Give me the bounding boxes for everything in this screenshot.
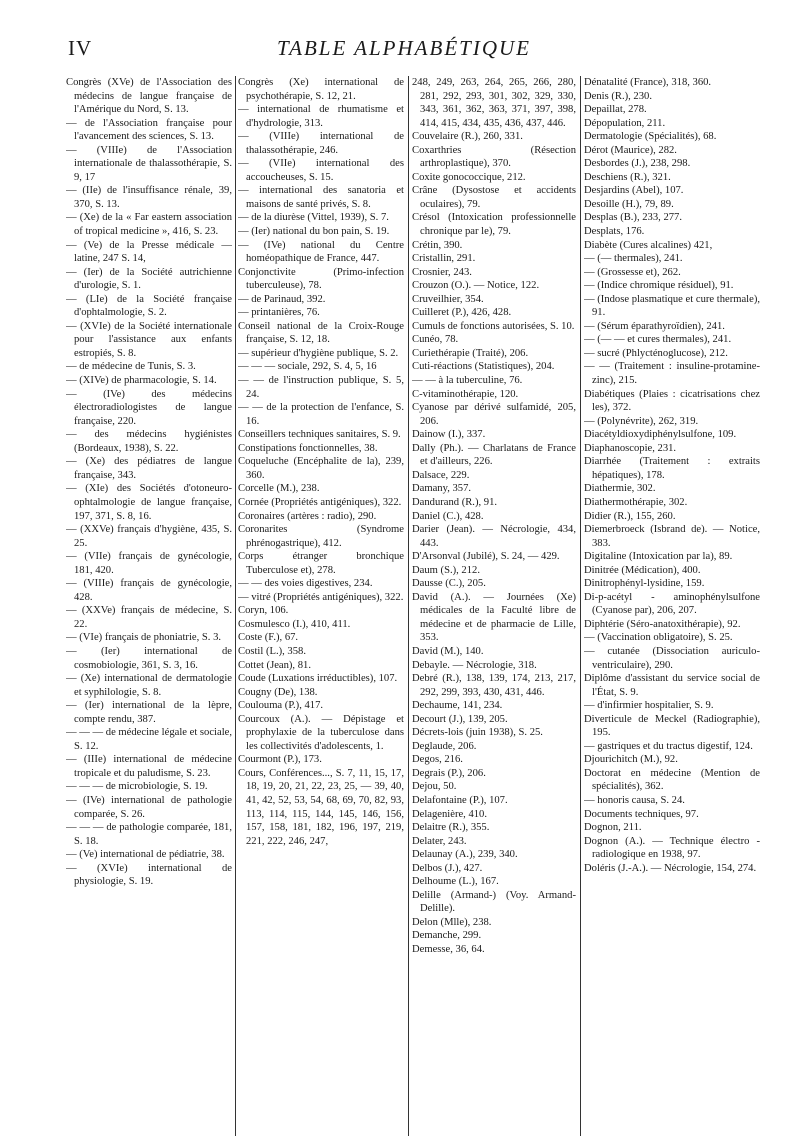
index-entry: Djourichitch (M.), 92.: [584, 754, 678, 766]
index-entry: — (XIVe) de pharmacologie, S. 14.: [66, 375, 217, 387]
index-entry: — (IVe) international de pathologie comparée, S. 26.: [66, 794, 232, 820]
index-entry: Desplas (B.), 233, 277.: [584, 212, 682, 224]
index-entry: — international de rhumatisme et d'hydrologie, 313.: [238, 104, 404, 129]
index-entry: Courmont (P.), 173.: [238, 754, 322, 766]
index-entry: — honoris causa, S. 24.: [584, 794, 685, 806]
index-entry: Coronaires (artères : radio), 290.: [238, 510, 377, 522]
index-entry: Cosmulesco (I.), 410, 411.: [238, 618, 351, 630]
index-entry: Congrès (XVe) de l'Association des médecins de langue française de l'Amérique du Nord, S. 13.: [66, 77, 232, 116]
index-entry: — — — de pathologie comparée, 181, S. 18.: [66, 822, 232, 847]
index-entry: Cyanose par dérivé sulfamidé, 205, 206.: [412, 402, 576, 427]
index-entry: Darier (Jean). — Nécrologie, 434, 443.: [412, 524, 576, 549]
index-entry: Dejou, 50.: [412, 781, 457, 793]
column-divider: [408, 76, 409, 1136]
index-entry: Desplats, 176.: [584, 226, 645, 238]
index-entry: Dandurand (R.), 91.: [412, 496, 498, 508]
index-entry: Delaunay (A.), 239, 340.: [412, 849, 518, 861]
index-entry: Dérot (Maurice), 282.: [584, 144, 677, 156]
index-entry: Cours, Conférences..., S. 7, 11, 15, 17, 18, 19, 20, 21, 22, 23, 25, — 39, 40, 41, 42, 52, 53, 54, 68, 69, 70, 82, 93, 113, 114, 115, 144, 145, 146, 156, 157, 158, 181, 182, 196, 197, 219, 221, 222, 246, 247,: [238, 767, 404, 847]
index-entry: — international des sanatoria et maisons de santé privés, S. 8.: [238, 185, 404, 210]
index-entry: Delaitre (R.), 355.: [412, 822, 490, 834]
index-entry: — (Ier) international de la lèpre, compte rendu, 387.: [66, 700, 232, 725]
index-entry: Dermatologie (Spécialités), 68.: [584, 131, 717, 143]
index-entry: Denis (R.), 230.: [584, 90, 652, 102]
index-column-3: [412, 76, 576, 1136]
index-entry: — (IVe) des médecins électroradiologistes de langue française, 220.: [66, 388, 232, 427]
index-entry: — (IVe) national du Centre homéopathique de France, 447.: [238, 239, 404, 265]
index-entry: D'Arsonval (Jubilé), S. 24, — 429.: [412, 551, 560, 563]
index-entry: Delille (Armand-) (Voy. Armand-Delille).: [412, 889, 576, 915]
index-entry: Delhoume (L.), 167.: [412, 876, 499, 888]
index-entry: Crosnier, 243.: [412, 266, 472, 278]
column-divider: [235, 76, 236, 1136]
index-entry: Crâne (Dysostose et accidents oculaires), 79.: [412, 185, 576, 210]
index-entry: Debayle. — Nécrologie, 318.: [412, 659, 537, 671]
index-entry: Cruveilhier, 354.: [412, 293, 484, 305]
index-entry: Dally (Ph.). — Charlatans de France et d'ailleurs, 226.: [412, 442, 576, 468]
index-entry: Crouzon (O.). — Notice, 122.: [412, 280, 540, 292]
index-entry: Deschiens (R.), 321.: [584, 171, 671, 183]
index-columns: [66, 76, 760, 1136]
index-entry: — — de la protection de l'enfance, S. 16.: [238, 402, 404, 427]
index-entry: — (XIe) des Sociétés d'otoneuro-ophtalmologie de langue française, 197, 371, S. 8, 16.: [66, 483, 232, 522]
index-entry: Curiethérapie (Traité), 206.: [412, 347, 529, 359]
index-entry: — — — de médecine légale et sociale, S. 12.: [66, 727, 232, 752]
index-entry: — (— — et cures thermales), 241.: [584, 334, 732, 346]
index-entry: Dénatalité (France), 318, 360.: [584, 77, 712, 88]
index-entry: David (A.). — Journées (Xe) médicales de la Faculté libre de médecine et de pharmacie de Lille, 353.: [412, 591, 576, 644]
index-entry: — (— thermales), 241.: [584, 253, 683, 265]
index-entry: Diaphanoscopie, 231.: [584, 442, 677, 454]
index-column-2: [238, 76, 404, 1136]
index-entry: Desoille (H.), 79, 89.: [584, 198, 674, 210]
index-entry: David (M.), 140.: [412, 645, 484, 657]
index-entry: — (XXVe) français de médecine, S. 22.: [66, 605, 232, 630]
index-entry: Dausse (C.), 205.: [412, 578, 486, 590]
index-entry: Dechaume, 141, 234.: [412, 700, 503, 712]
index-entry: Dognon, 211.: [584, 822, 642, 834]
index-entry: — — des voies digestives, 234.: [238, 578, 373, 590]
index-entry: 248, 249, 263, 264, 265, 266, 280, 281, 292, 293, 301, 302, 329, 330, 343, 361, 362, 363, 371, 397, 398, 414, 415, 434, 435, 436, 437, 446.: [412, 77, 576, 129]
index-entry: Desjardins (Abel), 107.: [584, 185, 684, 197]
index-entry: — cutanée (Dissociation auriculo-ventriculaire), 290.: [584, 645, 760, 671]
index-entry: — (IIe) de l'insuffisance rénale, 39, 370, S. 13.: [66, 185, 232, 210]
index-entry: Diemerbroeck (Isbrand de). — Notice, 383.: [584, 524, 760, 549]
index-entry: — — — sociale, 292, S. 4, 5, 16: [238, 361, 377, 373]
index-entry: Cuilleret (P.), 426, 428.: [412, 307, 512, 319]
index-entry: — (VIIe) français de gynécologie, 181, 420.: [66, 551, 232, 576]
index-entry: Di-p-acétyl - aminophénylsulfone (Cyanose par), 206, 207.: [584, 591, 760, 617]
index-entry: — (LIe) de la Société française d'ophtalmologie, S. 2.: [66, 293, 232, 319]
page-header: [68, 36, 740, 70]
index-entry: — (Xe) de la « Far eastern association of tropical medicine », 416, S. 23.: [66, 212, 232, 238]
index-entry: — (IIIe) international de médecine tropicale et du paludisme, S. 23.: [66, 754, 232, 779]
index-entry: — d'infirmier hospitalier, S. 9.: [584, 700, 714, 712]
index-entry: Cottet (Jean), 81.: [238, 659, 311, 671]
index-entry: — printanières, 76.: [238, 307, 320, 319]
index-entry: — de l'Association française pour l'avancement des sciences, S. 13.: [66, 117, 232, 143]
index-entry: Depaillat, 278.: [584, 104, 647, 116]
index-entry: Diabétiques (Plaies : cicatrisations chez les), 372.: [584, 388, 760, 414]
index-entry: Coxarthries (Résection arthroplastique), 370.: [412, 144, 576, 170]
index-entry: Cuti-réactions (Statistiques), 204.: [412, 361, 555, 373]
running-title: TABLE ALPHABÉTIQUE: [277, 36, 531, 60]
index-entry: — (Xe) des pédiatres de langue française, 343.: [66, 456, 232, 481]
index-entry: Debré (R.), 138, 139, 174, 213, 217, 292, 299, 393, 430, 431, 446.: [412, 673, 576, 698]
index-entry: Diverticule de Meckel (Radiographie), 195.: [584, 713, 760, 739]
index-entry: Diphtérie (Séro-anatoxithérapie), 92.: [584, 618, 741, 630]
index-entry: Delagenière, 410.: [412, 808, 488, 820]
index-entry: Coqueluche (Encéphalite de la), 239, 360.: [238, 456, 404, 481]
index-entry: Coude (Luxations irréductibles), 107.: [238, 673, 398, 685]
index-entry: Damany, 357.: [412, 483, 472, 495]
index-entry: Costil (L.), 358.: [238, 645, 306, 657]
index-entry: — — (Traitement : insuline-protamine-zinc), 215.: [584, 361, 760, 387]
index-entry: Corps étranger bronchique Tuberculose et), 278.: [238, 551, 404, 576]
index-entry: Didier (R.), 155, 260.: [584, 510, 676, 522]
index-entry: Conseillers techniques sanitaires, S. 9.: [238, 429, 401, 441]
index-entry: — (Ve) international de pédiatrie, 38.: [66, 849, 225, 861]
index-entry: Coxite gonococcique, 212.: [412, 171, 526, 183]
index-entry: — (Ier) international de cosmobiologie, 361, S. 3, 16.: [66, 645, 232, 671]
index-entry: — (VIIIe) de l'Association internationale de thalassothérapie, S. 9, 17: [66, 144, 232, 183]
index-entry: Desbordes (J.), 238, 298.: [584, 158, 691, 170]
index-entry: Conjonctivite (Primo-infection tuberculeuse), 78.: [238, 266, 404, 292]
index-entry: — (Ier) de la Société autrichienne d'urologie, S. 1.: [66, 266, 232, 292]
index-entry: — (Indose plasmatique et cure thermale), 91.: [584, 293, 760, 319]
index-entry: Deglaude, 206.: [412, 740, 477, 752]
index-entry: Conseil national de la Croix-Rouge française, S. 12, 18.: [238, 320, 404, 346]
index-entry: — de médecine de Tunis, S. 3.: [66, 361, 196, 373]
index-entry: — (Xe) international de dermatologie et syphilologie, S. 8.: [66, 673, 232, 698]
index-entry: Delon (Mlle), 238.: [412, 916, 492, 928]
index-entry: Coryn, 106.: [238, 605, 289, 617]
index-entry: — des médecins hygiénistes (Bordeaux, 1938), S. 22.: [66, 429, 232, 454]
index-entry: Diarrhée (Traitement : extraits hépatiques), 178.: [584, 456, 760, 481]
index-entry: — (XXVe) français d'hygiène, 435, S. 25.: [66, 524, 232, 549]
index-entry: Congrès (Xe) international de psychothérapie, S. 12, 21.: [238, 77, 404, 102]
index-entry: Delbos (J.), 427.: [412, 862, 483, 874]
index-entry: — — de l'instruction publique, S. 5, 24.: [238, 375, 404, 400]
index-entry: — supérieur d'hygiène publique, S. 2.: [238, 347, 399, 359]
index-entry: Dognon (A.). — Technique électro - radiologique en 1938, 97.: [584, 835, 760, 861]
index-entry: Courcoux (A.). — Dépistage et prophylaxie de la tuberculose dans les collectivités d'adolescents, 1.: [238, 713, 404, 752]
index-entry: — (Grossesse et), 262.: [584, 266, 681, 278]
page-number: IV: [68, 36, 93, 60]
index-entry: — sucré (Phlycténoglucose), 212.: [584, 347, 728, 359]
index-entry: Cunéo, 78.: [412, 334, 459, 346]
index-entry: — (Polynévrite), 262, 319.: [584, 415, 699, 427]
index-entry: Diabète (Cures alcalines) 421,: [584, 239, 713, 251]
index-entry: Daum (S.), 212.: [412, 564, 480, 576]
index-entry: Dainow (I.), 337.: [412, 429, 486, 441]
index-entry: — (VIe) français de phoniatrie, S. 3.: [66, 632, 222, 644]
index-entry: Coste (F.), 67.: [238, 632, 299, 644]
index-entry: Delater, 243.: [412, 835, 467, 847]
index-entry: Demanche, 299.: [412, 930, 482, 942]
index-entry: Diathermie, 302.: [584, 483, 656, 495]
index-entry: Décrets-lois (juin 1938), S. 25.: [412, 727, 543, 739]
index-entry: Corcelle (M.), 238.: [238, 483, 320, 495]
index-entry: — (XVIe) international de physiologie, S. 19.: [66, 862, 232, 888]
index-entry: — (Ve) de la Presse médicale — latine, 247 S. 14,: [66, 239, 232, 265]
index-entry: Dalsace, 229.: [412, 469, 470, 481]
index-entry: Delafontaine (P.), 107.: [412, 794, 508, 806]
index-entry: — gastriques et du tractus digestif, 124.: [584, 740, 753, 752]
index-entry: — vitré (Propriétés antigéniques), 322.: [238, 591, 404, 603]
index-entry: Cornée (Propriétés antigéniques), 322.: [238, 496, 402, 508]
index-entry: Dinitrophényl-lysidine, 159.: [584, 578, 705, 590]
column-divider: [580, 76, 581, 1136]
index-entry: — (VIIe) international des accoucheuses, S. 15.: [238, 158, 404, 183]
index-entry: Digitaline (Intoxication par la), 89.: [584, 551, 733, 563]
index-entry: — (XVIe) de la Société internationale pour l'assistance aux enfants estropiés, S. 8.: [66, 320, 232, 359]
index-entry: — (Vaccination obligatoire), S. 25.: [584, 632, 733, 644]
index-entry: Coulouma (P.), 417.: [238, 700, 324, 712]
index-entry: — (VIIIe) international de thalassothérapie, 246.: [238, 131, 404, 156]
index-entry: Dépopulation, 211.: [584, 117, 666, 129]
index-entry: — — à la tuberculine, 76.: [412, 375, 523, 387]
index-entry: — de la diurèse (Vittel, 1939), S. 7.: [238, 212, 389, 224]
index-entry: Coronarites (Syndrome phrénogastrique), 412.: [238, 524, 404, 549]
index-entry: Diplôme d'assistant du service social de l'État, S. 9.: [584, 673, 760, 698]
index-entry: Cougny (De), 138.: [238, 686, 318, 698]
index-entry: — (Ier) national du bon pain, S. 19.: [238, 226, 390, 238]
index-entry: Dinitrée (Médication), 400.: [584, 564, 701, 576]
index-entry: Degrais (P.), 206.: [412, 767, 486, 779]
index-entry: Doléris (J.-A.). — Nécrologie, 154, 274.: [584, 862, 757, 874]
index-entry: Couvelaire (R.), 260, 331.: [412, 131, 523, 143]
index-entry: — (Indice chromique résiduel), 91.: [584, 280, 734, 292]
index-entry: Diathermothérapie, 302.: [584, 496, 688, 508]
index-column-4: [584, 76, 760, 1136]
index-entry: Crétin, 390.: [412, 239, 463, 251]
index-entry: — (VIIIe) français de gynécologie, 428.: [66, 578, 232, 603]
index-entry: Cumuls de fonctions autorisées, S. 10.: [412, 320, 575, 332]
index-entry: Daniel (C.), 428.: [412, 510, 484, 522]
index-entry: Constipations fonctionnelles, 38.: [238, 442, 378, 454]
index-column-1: [66, 76, 232, 1136]
index-entry: Cristallin, 291.: [412, 253, 476, 265]
index-entry: C-vitaminothérapie, 120.: [412, 388, 519, 400]
index-entry: — de Parinaud, 392.: [238, 293, 326, 305]
index-entry: — — — de microbiologie, S. 19.: [66, 781, 208, 793]
index-entry: Diacétyldioxydiphénylsulfone, 109.: [584, 429, 737, 441]
index-entry: — (Sérum éparathyroïdien), 241.: [584, 320, 725, 332]
index-entry: Demesse, 36, 64.: [412, 944, 485, 955]
index-entry: Decourt (J.), 139, 205.: [412, 713, 508, 725]
index-entry: Doctorat en médecine (Mention de spécialités), 362.: [584, 767, 760, 793]
index-entry: Degos, 216.: [412, 754, 463, 766]
index-entry: Documents techniques, 97.: [584, 808, 699, 820]
index-entry: Crésol (Intoxication professionnelle chronique par le), 79.: [412, 212, 576, 238]
